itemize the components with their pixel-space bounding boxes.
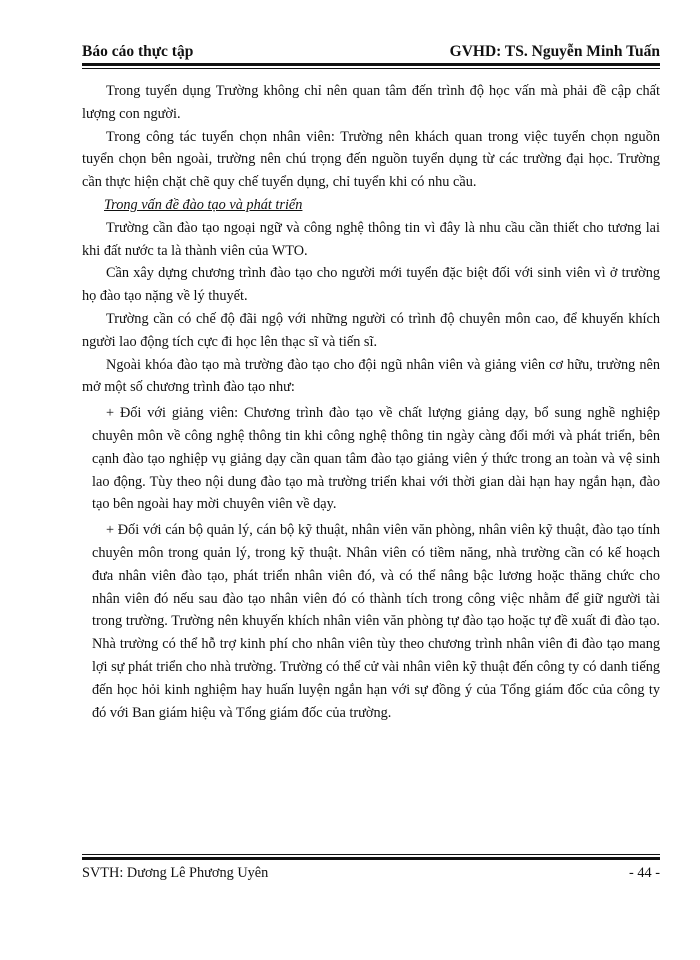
footer-student-name: SVTH: Dương Lê Phương Uyên	[82, 865, 269, 881]
paragraph-language-it-training: Trường cần đào tạo ngoại ngữ và công nghệ thông tin vì đây là nhu cầu cần thiết cho tương lai khi đất nước ta là thành viên của WTO.	[82, 219, 660, 259]
paragraph-new-hire-training: Cần xây dựng chương trình đào tạo cho người mới tuyển đặc biệt đối với sinh viên vì ở trường họ đào tạo nặng về lý thuyết.	[82, 265, 660, 305]
footer-divider	[82, 857, 660, 860]
page-footer	[82, 864, 660, 884]
bullet-managers-staff: + Đối với cán bộ quản lý, cán bộ kỹ thuật, nhân viên văn phòng, nhân viên kỹ thuật, đào tạo tính chuyên môn trong quản lý, trong kỹ thuật. Nhân viên có tiềm năng, nhà trường cần có kế hoạch đưa nhân viên đào tạo, phát triển nhân viên đó, và có thể nâng bậc lương hoặc thăng chức cho nhân viên đó nếu sau đào tạo nhân viên đó có thành tích trong công việc nhằm để giữ người tài trong trường. Trường nên khuyến khích nhân viên văn phòng tự đào tạo hoặc tự đề xuất đi đào tạo. Nhà trường có thể hỗ trợ kinh phí cho nhân viên tùy theo chương trình nhân viên đi đào tạo mang lợi sự phát triển cho nhà trường. Trường có thể cử vài nhân viên kỹ thuật đến công ty có danh tiếng đến học hỏi kinh nghiệm hay huấn luyện ngắn hạn với sự đồng ý của Tổng giám đốc của công ty đó với Ban giám hiệu và Tổng giám đốc của trường.	[92, 522, 660, 721]
paragraph-recruitment-selection: Trong công tác tuyển chọn nhân viên: Trường nên khách quan trong việc tuyển chọn nguồn tuyển chọn bên ngoài, trường nên chú trọng đến nguồn tuyển dụng từ các trường đại học. Trường cần thực hiện chặt chẽ quy chế tuyển dụng, chỉ tuyển khi có nhu cầu.	[82, 128, 660, 191]
bullet-lecturers: + Đối với giảng viên: Chương trình đào tạo về chất lượng giảng dạy, bổ sung nghề nghiệp chuyên môn về công nghệ thông tin khi công nghệ thông tin ngày càng đổi mới và phát triển, bên cạnh đào tạo nghiệp vụ giảng dạy cần quan tâm đào tạo giảng viên ý thức trong an toàn và vệ sinh lao động. Tùy theo nội dung đào tạo mà trường triển khai với thời gian dài hạn hay ngắn hạn, đào tạo bên ngoài hay mời chuyên viên về dạy.	[92, 405, 660, 513]
paragraph-training-programs: Ngoài khóa đào tạo mà trường đào tạo cho đội ngũ nhân viên và giảng viên cơ hữu, trường nên mở một số chương trình đào tạo như:	[82, 356, 660, 396]
header-report-title: Báo cáo thực tập	[82, 43, 194, 60]
paragraph-incentives: Trường cần có chế độ đãi ngộ với những người có trình độ chuyên môn cao, để khuyến khích người lao động tích cực đi học lên thạc sĩ và tiến sĩ.	[82, 310, 660, 350]
page-body	[82, 80, 660, 724]
header-divider-thin	[82, 68, 660, 69]
paragraph-recruitment-quality: Trong tuyển dụng Trường không chỉ nên quan tâm đến trình độ học vấn mà phải đề cập chất lượng con người.	[82, 83, 660, 122]
page-number: - 44 -	[629, 865, 660, 881]
header-divider	[82, 63, 660, 66]
footer-divider-thin	[82, 854, 660, 855]
page-header	[82, 42, 660, 64]
section-heading-training: Trong vấn đề đào tạo và phát triển	[104, 196, 303, 213]
header-supervisor: GVHD: TS. Nguyễn Minh Tuấn	[449, 43, 660, 60]
